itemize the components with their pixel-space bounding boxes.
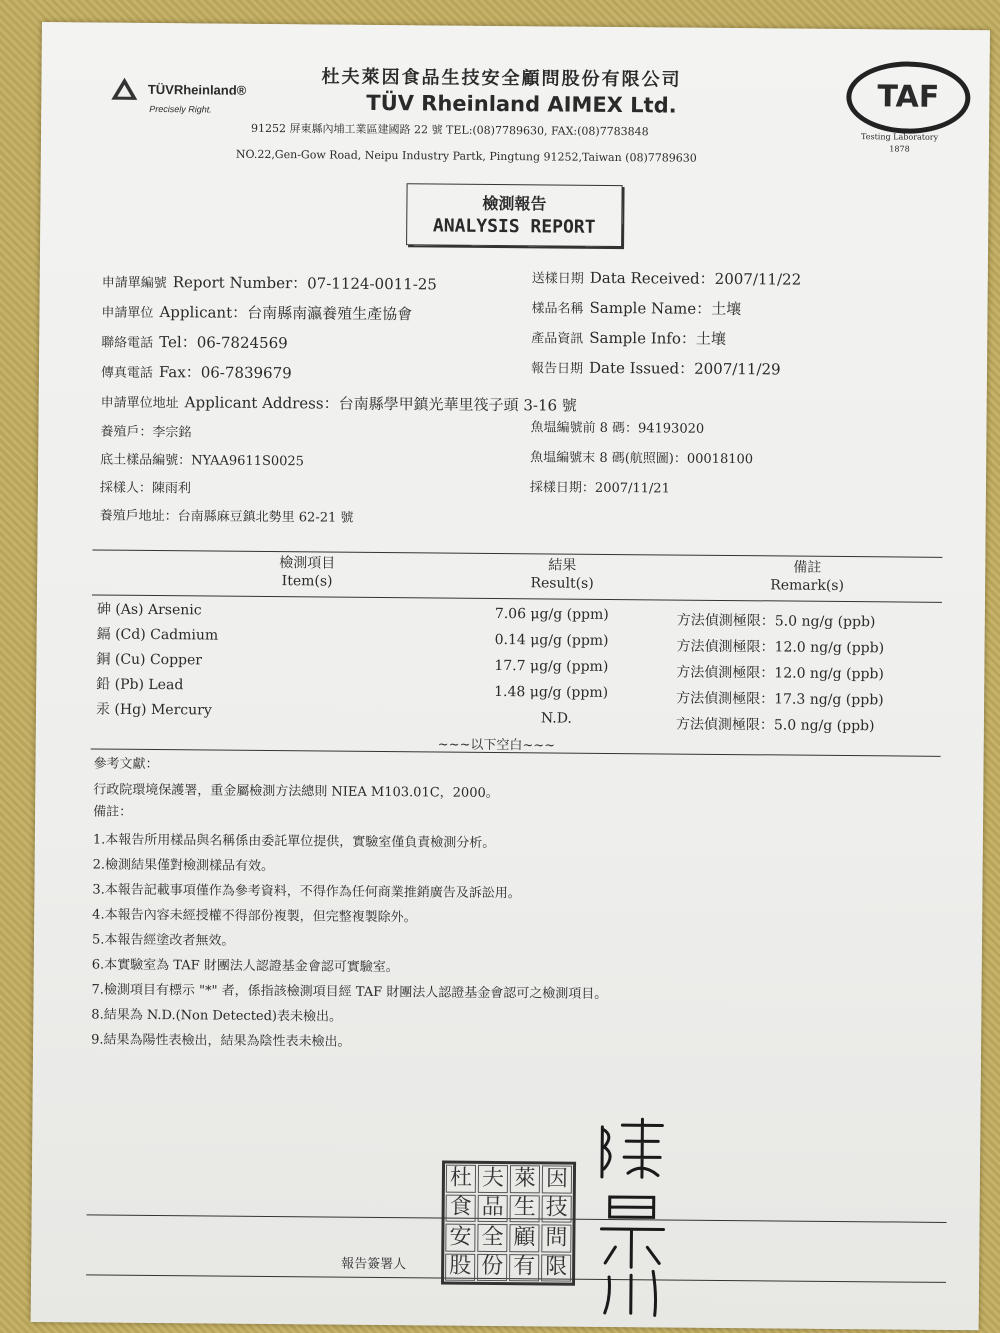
report-title-en: ANALYSIS REPORT — [432, 215, 596, 238]
row-result: N.D. — [540, 710, 572, 727]
header-item — [237, 554, 377, 591]
field-value: Tel：06-7824569 — [159, 333, 288, 353]
field-farmer: 養殖戶：李宗銘 — [100, 424, 192, 441]
company-seal-stamp — [441, 1161, 576, 1286]
note-item: 8.結果為 N.D.(Non Detected)表未檢出。 — [91, 1007, 343, 1025]
company-name-zh: 杜夫萊因食品生技安全顧問股份有限公司 — [321, 66, 682, 91]
field-value: Data Received：2007/11/22 — [589, 268, 802, 289]
field-label: 聯絡電話 — [101, 335, 154, 351]
tuv-brand: TÜVRheinland® — [147, 81, 247, 98]
header-remark-zh: 備註 — [793, 559, 822, 576]
taf-caption — [861, 131, 938, 156]
field-value: Report Number：07-1124-0011-25 — [172, 273, 437, 294]
note-item: 3.本報告記載事項僅作為參考資料，不得作為任何商業推銷廣告及訴訟用。 — [92, 882, 521, 902]
field-value: Applicant：台南縣南瀛養殖生產協會 — [159, 303, 413, 324]
references-label: 參考文獻： — [93, 756, 159, 773]
header-remark — [737, 558, 877, 595]
field-soil-sample-no: 底土樣品編號：NYAA9611S0025 — [100, 452, 305, 470]
row-result: 7.06 μg/g (ppm) — [494, 605, 609, 623]
field-fax — [101, 361, 292, 384]
field-label: 報告日期 — [530, 361, 584, 377]
field-value: Sample Info：土壤 — [589, 328, 727, 348]
stamp-char: 萊 — [510, 1165, 540, 1193]
company-address-zh: 91252 屏東縣內埔工業區建國路 22 號 TEL:(08)7789630, FAX:(08)7783848 — [251, 121, 649, 139]
stamp-char: 食 — [446, 1194, 476, 1222]
row-remark: 方法偵測極限：12.0 ng/g (ppb) — [676, 664, 884, 683]
report-title — [406, 183, 623, 247]
report-title-zh: 檢測報告 — [482, 193, 547, 214]
field-sampler: 採樣人：陳雨利 — [99, 480, 192, 497]
field-label: 申請單編號 — [101, 275, 167, 292]
stamp-char: 有 — [509, 1254, 539, 1282]
tuv-tagline: Precisely Right. — [149, 103, 212, 115]
stamp-char: 品 — [478, 1194, 508, 1222]
field-farmer-address: 養殖戶地址：台南縣麻豆鎮北勢里 62-21 號 — [99, 508, 354, 526]
note-item: 7.檢測項目有標示 "*" 者，係指該檢測項目經 TAF 財團法人認證基金會認可之檢測項目。 — [91, 982, 608, 1002]
stamp-char: 夫 — [478, 1165, 508, 1193]
row-result: 1.48 μg/g (ppm) — [494, 683, 609, 701]
references-text: 行政院環境保護署，重金屬檢測方法總則 NIEA M103.01C，2000。 — [93, 782, 499, 802]
header-item-zh: 檢測項目 — [279, 555, 336, 572]
stamp-char: 股 — [445, 1253, 475, 1281]
notes-label: 備註： — [93, 804, 133, 820]
row-item: 砷 (As) Arsenic — [96, 601, 202, 619]
row-result: 17.7 μg/g (ppm) — [494, 657, 609, 675]
row-remark: 方法偵測極限：5.0 ng/g (ppb) — [675, 716, 875, 735]
field-date-issued — [531, 356, 781, 379]
field-label: 送樣日期 — [531, 271, 584, 287]
field-report-number — [102, 271, 437, 295]
row-result: 0.14 μg/g (ppm) — [494, 631, 609, 649]
stamp-char: 生 — [510, 1195, 540, 1223]
row-item: 銅 (Cu) Copper — [96, 651, 203, 669]
row-item: 汞 (Hg) Mercury — [95, 701, 212, 719]
field-label: 申請單位地址 — [100, 395, 179, 412]
taf-caption-line2: 1878 — [889, 144, 910, 154]
field-pond-front: 魚塭編號前 8 碼：94193020 — [530, 420, 705, 437]
handwritten-signature — [591, 1117, 673, 1318]
row-remark: 方法偵測極限：5.0 ng/g (ppb) — [676, 612, 876, 631]
field-value: Applicant Address：台南縣學甲鎮光華里筏子頭 3-16 號 — [184, 393, 577, 415]
header-result — [492, 556, 632, 593]
field-value: Sample Name：土壤 — [589, 298, 742, 319]
stamp-char: 份 — [477, 1253, 507, 1281]
row-remark: 方法偵測極限：17.3 ng/g (ppb) — [676, 690, 884, 709]
tuv-logo — [111, 78, 247, 115]
note-item: 2.檢測結果僅對檢測樣品有效。 — [92, 857, 275, 875]
field-value: Date Issued：2007/11/29 — [588, 358, 781, 379]
header-result-zh: 結果 — [548, 557, 577, 574]
table-header-rule — [92, 594, 942, 602]
field-sampling-date: 採樣日期：2007/11/21 — [529, 480, 670, 497]
stamp-char: 問 — [541, 1224, 571, 1252]
row-item: 鉛 (Pb) Lead — [96, 676, 184, 694]
field-sample-name — [531, 296, 741, 319]
company-name-en: TÜV Rheinland AIMEX Ltd. — [366, 90, 677, 118]
taf-logo: TAF — [846, 61, 971, 134]
header-result-en: Result(s) — [530, 575, 594, 592]
stamp-char: 全 — [477, 1224, 507, 1252]
report-paper — [31, 22, 990, 1330]
table-end-marker: ~~~以下空白~~~ — [437, 737, 556, 754]
stamp-char: 技 — [542, 1195, 572, 1223]
field-label: 傳真電話 — [100, 365, 154, 381]
taf-caption-line1: Testing Laboratory — [860, 132, 939, 142]
field-label: 樣品名稱 — [531, 301, 584, 317]
note-item: 6.本實驗室為 TAF 財團法人認證基金會認可實驗室。 — [91, 957, 399, 976]
header-remark-en: Remark(s) — [770, 577, 845, 595]
field-applicant-address — [101, 391, 577, 416]
stamp-char: 顧 — [509, 1224, 539, 1252]
row-item: 鎘 (Cd) Cadmium — [96, 626, 219, 644]
note-item: 4.本報告內容未經授權不得部份複製，但完整複製除外。 — [92, 907, 417, 926]
stamp-char: 限 — [541, 1254, 571, 1282]
header-item-en: Item(s) — [281, 573, 333, 590]
stamp-char: 因 — [542, 1165, 572, 1193]
company-address-en: NO.22,Gen-Gow Road, Neipu Industry Partk, Pingtung 91252,Taiwan (08)7789630 — [235, 147, 697, 165]
field-value: Fax：06-7839679 — [158, 363, 292, 383]
field-sample-info — [531, 326, 726, 349]
stamp-char: 杜 — [446, 1165, 476, 1193]
stamp-char: 安 — [445, 1224, 475, 1252]
note-item: 5.本報告經塗改者無效。 — [91, 932, 235, 949]
field-label: 申請單位 — [101, 305, 154, 321]
signatory-label: 報告簽署人 — [341, 1256, 407, 1273]
field-date-received — [532, 266, 802, 289]
tuv-triangle-icon — [111, 78, 137, 100]
field-pond-rear: 魚塭編號末 8 碼(航照圖)：00018100 — [530, 450, 754, 468]
field-label: 產品資訊 — [531, 331, 584, 347]
field-applicant — [101, 301, 412, 325]
field-tel — [101, 331, 288, 354]
note-item: 9.結果為陽性表檢出，結果為陰性表未檢出。 — [91, 1032, 351, 1050]
note-item: 1.本報告所用樣品與名稱係由委託單位提供，實驗室僅負責檢測分析。 — [92, 832, 496, 851]
row-remark: 方法偵測極限：12.0 ng/g (ppb) — [676, 638, 885, 657]
